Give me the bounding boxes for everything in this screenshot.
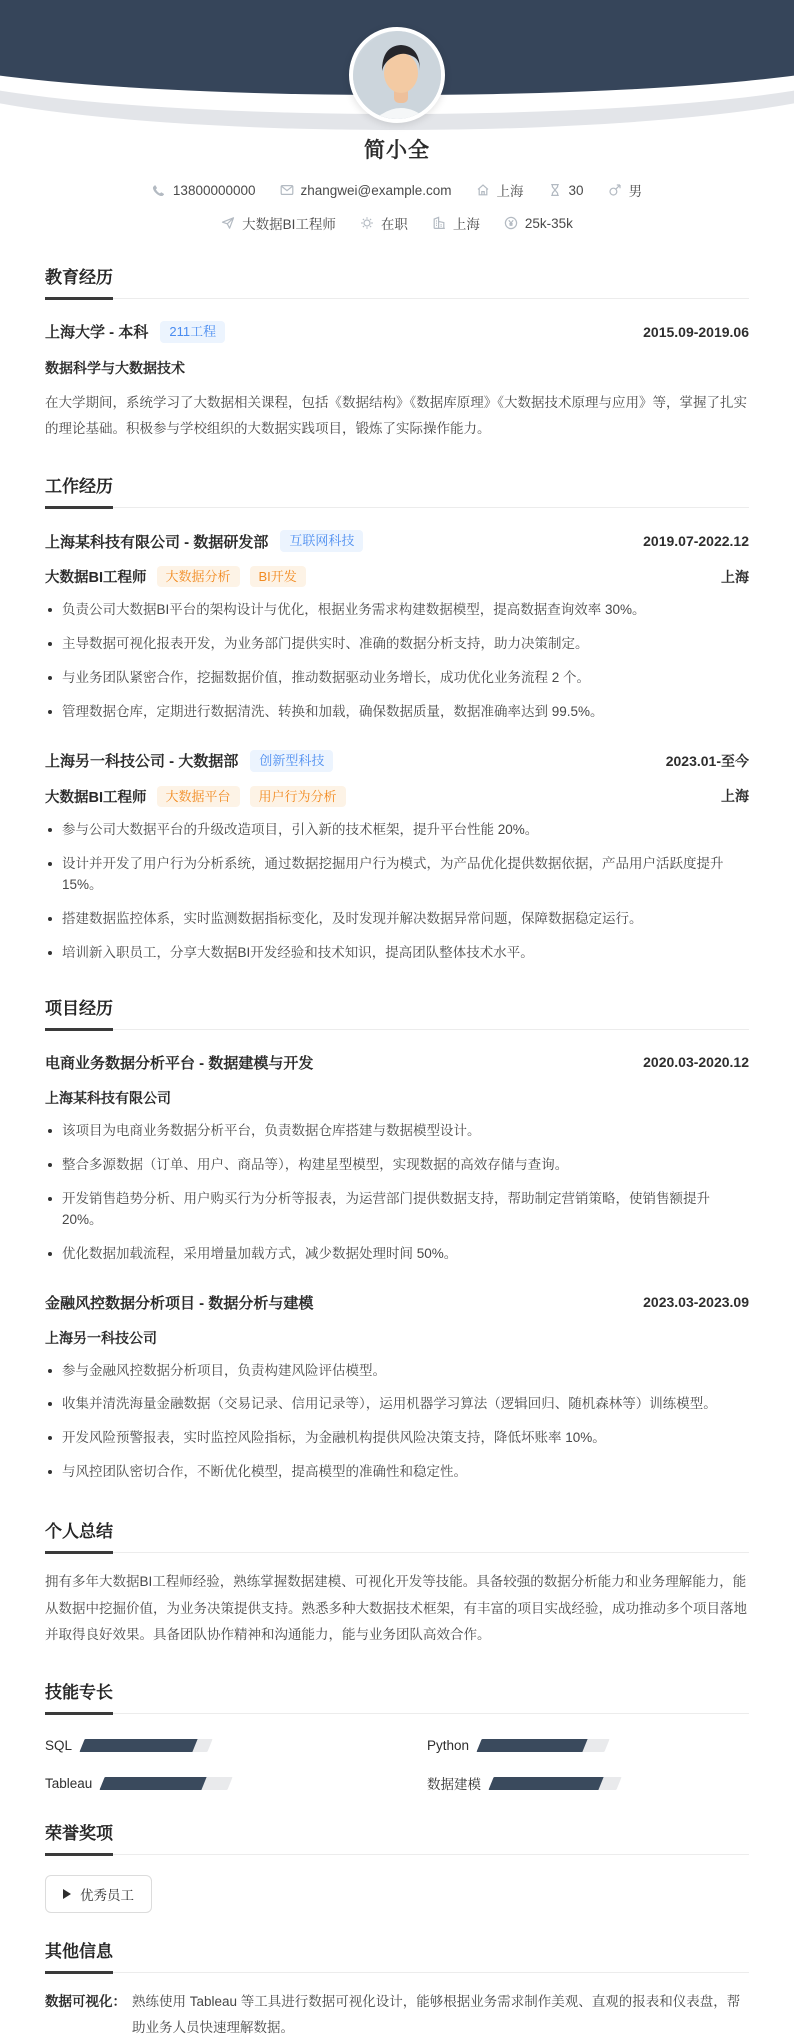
job-location: 上海: [721, 568, 749, 585]
project-bullet: 该项目为电商业务数据分析平台，负责数据仓库搭建与数据模型设计。: [45, 1121, 749, 1142]
company-tag: 互联网科技: [280, 530, 363, 552]
section-projects: [45, 994, 749, 1030]
job-role: 大数据BI工程师: [45, 789, 147, 806]
job-bullet: 负责公司大数据BI平台的架构设计与优化，根据业务需求构建数据模型，提高数据查询效率 30%。: [45, 600, 749, 621]
job-location: 上海: [721, 788, 749, 805]
company-name: 上海另一科技公司 - 大数据部: [45, 753, 239, 771]
section-education: [45, 263, 749, 299]
project-bullet: 优化数据加载流程，采用增量加载方式，减少数据处理时间 50%。: [45, 1244, 749, 1265]
job-bullet: 设计并开发了用户行为分析系统，通过数据挖掘用户行为模式，为产品优化提供数据依据，产品用户活跃度提升 15%。: [45, 854, 749, 896]
job-role-left: [45, 566, 306, 588]
home-icon: [476, 183, 490, 197]
summary-text: 拥有多年大数据BI工程师经验，熟练掌握数据建模、可视化开发等技能。具备较强的数据分析能力和业务理解能力，能从数据中挖掘价值，为业务决策提供支持。熟悉多种大数据技术框架，有丰富的项目实战经验，成功推动多个项目落地并取得良好效果。具备团队协作精神和沟通能力，能与业务团队高效合作。: [45, 1574, 747, 1642]
education-description: 在大学期间，系统学习了大数据相关课程，包括《数据结构》《数据库原理》《大数据技术原理与应用》等，掌握了扎实的理论基础。积极参与学校组织的大数据实践项目，锻炼了实际操作能力。: [45, 394, 747, 436]
project-bullet-list: [45, 1121, 749, 1265]
skill-item: [427, 1773, 749, 1793]
section-summary: [45, 1517, 749, 1553]
work-city-value: 上海: [452, 217, 480, 232]
section-title-summary: 个人总结: [45, 1517, 113, 1554]
project-date: 2020.03-2020.12: [643, 1054, 749, 1071]
job-company-row: [45, 530, 363, 552]
education-major: 数据科学与大数据技术: [45, 359, 185, 376]
section-title-skills: 技能专长: [45, 1678, 113, 1715]
job-bullet: 主导数据可视化报表开发，为业务部门提供实时、准确的数据分析支持，助力决策制定。: [45, 634, 749, 655]
section-title-work: 工作经历: [45, 472, 113, 509]
skill-bar: [100, 1777, 233, 1790]
job-date: 2019.07-2022.12: [643, 533, 749, 550]
contact-gender: [608, 180, 643, 200]
candidate-name: 简小全: [364, 139, 430, 162]
skill-bar: [476, 1739, 609, 1752]
skill-label: SQL: [45, 1738, 73, 1754]
email-value: zhangwei@example.com: [300, 182, 452, 198]
status-icon: [360, 216, 374, 230]
project-name: 电商业务数据分析平台 - 数据建模与开发: [45, 1054, 314, 1072]
job-bullet: 搭建数据监控体系，实时监测数据指标变化，及时发现并解决数据异常问题，保障数据稳定运行。: [45, 909, 749, 930]
project-bullet: 参与金融风控数据分析项目，负责构建风险评估模型。: [45, 1361, 749, 1382]
skill-item: [45, 1773, 367, 1793]
skill-list: [45, 1738, 749, 1793]
skill-item: [45, 1738, 367, 1753]
paper-plane-icon: [221, 216, 235, 230]
section-title-projects: 项目经历: [45, 994, 113, 1031]
project-bullet: 开发风险预警报表，实时监控风险指标，为金融机构提供风险决策支持，降低坏账率 10%。: [45, 1428, 749, 1449]
section-other: [45, 1937, 749, 1973]
building-icon: [432, 216, 446, 230]
job-entry-header: [45, 750, 749, 772]
job-bullet-list: [45, 820, 749, 964]
contact-city: [476, 180, 524, 200]
skill-label: Tableau: [45, 1775, 93, 1791]
skill-bar-fill: [79, 1739, 197, 1752]
contact-salary: [504, 216, 573, 231]
job-bullet: 培训新入职员工，分享大数据BI开发经验和技术知识，提高团队整体技术水平。: [45, 943, 749, 964]
other-info-row: [45, 1989, 749, 2042]
age-icon: [548, 183, 562, 197]
company-name: 上海某科技有限公司 - 数据研发部: [45, 533, 269, 551]
role-tag: BI开发: [250, 566, 306, 588]
role-tag: 大数据平台: [157, 786, 240, 808]
skill-bar-fill: [476, 1739, 587, 1752]
job-bullet: 管理数据仓库，定期进行数据清洗、转换和加载，确保数据质量，数据准确率达到 99.5%。: [45, 702, 749, 723]
honor-list: [45, 1855, 749, 1913]
project-entry-header: [45, 1292, 749, 1313]
job-role-left: [45, 786, 346, 808]
project-bullet-list: [45, 1361, 749, 1484]
skill-bar-fill: [488, 1777, 603, 1790]
section-honors: [45, 1819, 749, 1855]
job-role: 大数据BI工程师: [45, 570, 147, 587]
contact-target-role: [221, 213, 336, 233]
project-name: 金融风控数据分析项目 - 数据分析与建模: [45, 1294, 314, 1312]
contact-row-1: [0, 180, 794, 200]
honor-chip: [45, 1875, 152, 1913]
job-bullet: 与业务团队紧密合作，挖掘数据价值，推动数据驱动业务增长，成功优化业务流程 2 个。: [45, 668, 749, 689]
contact-job-status: [360, 213, 408, 233]
mail-icon: [280, 183, 294, 197]
school-name: 上海大学 - 本科: [45, 324, 149, 342]
skill-bar: [488, 1777, 621, 1790]
project-bullet: 开发销售趋势分析、用户购买行为分析等报表，为运营部门提供数据支持，帮助制定营销策略，使销售额提升 20%。: [45, 1189, 749, 1231]
education-school-row: [45, 321, 225, 343]
avatar: [349, 27, 445, 123]
project-company: 上海某科技有限公司: [45, 1089, 171, 1106]
role-tag: 用户行为分析: [250, 786, 346, 808]
job-status-value: 在职: [380, 217, 408, 232]
project-date: 2023.03-2023.09: [643, 1294, 749, 1310]
section-title-education: 教育经历: [45, 263, 113, 300]
skill-label: 数据建模: [427, 1777, 481, 1793]
role-tag: 大数据分析: [157, 566, 240, 588]
phone-value: 13800000000: [172, 182, 256, 198]
skill-label: Python: [427, 1738, 470, 1754]
contact-email: [280, 183, 452, 198]
skill-bar-fill: [100, 1777, 208, 1790]
salary-value: 25k-35k: [524, 215, 573, 231]
city-value: 上海: [496, 184, 524, 199]
contact-phone: [152, 183, 256, 198]
salary-icon: [504, 216, 518, 230]
play-triangle-icon: [63, 1889, 71, 1899]
section-title-other: 其他信息: [45, 1937, 113, 1974]
section-work: [45, 472, 749, 508]
job-date: 2023.01-至今: [665, 752, 749, 769]
gender-value: 男: [628, 184, 643, 199]
job-entry-header: [45, 530, 749, 552]
contact-row-2: [0, 213, 794, 233]
target-role-value: 大数据BI工程师: [242, 217, 336, 232]
age-value: 30: [568, 182, 584, 198]
contact-info: [0, 180, 794, 233]
contact-work-city: [432, 213, 480, 233]
phone-icon: [152, 183, 166, 197]
job-role-row: [45, 566, 749, 588]
section-title-honors: 荣誉奖项: [45, 1819, 113, 1856]
gender-icon: [608, 183, 622, 197]
company-tag: 创新型科技: [250, 750, 333, 772]
section-skills: [45, 1678, 749, 1714]
education-date: 2015.09-2019.06: [643, 323, 749, 340]
project-bullet: 与风控团队密切合作，不断优化模型，提高模型的准确性和稳定性。: [45, 1462, 749, 1483]
other-info-text: 熟练使用 Tableau 等工具进行数据可视化设计，能够根据业务需求制作美观、直观的报表和仪表盘，帮助业务人员快速理解数据。: [132, 1994, 741, 2036]
resume-body: [0, 263, 794, 2042]
skill-bar: [79, 1739, 212, 1752]
job-role-row: [45, 786, 749, 808]
project-bullet: 整合多源数据（订单、用户、商品等），构建星型模型，实现数据的高效存储与查询。: [45, 1155, 749, 1176]
project-entry-header: [45, 1052, 749, 1073]
project-bullet: 收集并清洗海量金融数据（交易记录、信用记录等），运用机器学习算法（逻辑回归、随机森林等）训练模型。: [45, 1394, 749, 1415]
honor-label: 优秀员工: [80, 1888, 134, 1904]
contact-age: [548, 183, 584, 198]
skill-item: [427, 1738, 749, 1753]
job-bullet: 参与公司大数据平台的升级改造项目，引入新的技术框架，提升平台性能 20%。: [45, 820, 749, 841]
job-bullet-list: [45, 600, 749, 723]
job-company-row: [45, 750, 333, 772]
header-banner: [0, 0, 794, 132]
project-company: 上海另一科技公司: [45, 1329, 157, 1346]
education-entry-header: [45, 321, 749, 343]
other-info-label: 数据可视化：: [45, 1994, 126, 2010]
school-tag: 211工程: [160, 321, 225, 343]
